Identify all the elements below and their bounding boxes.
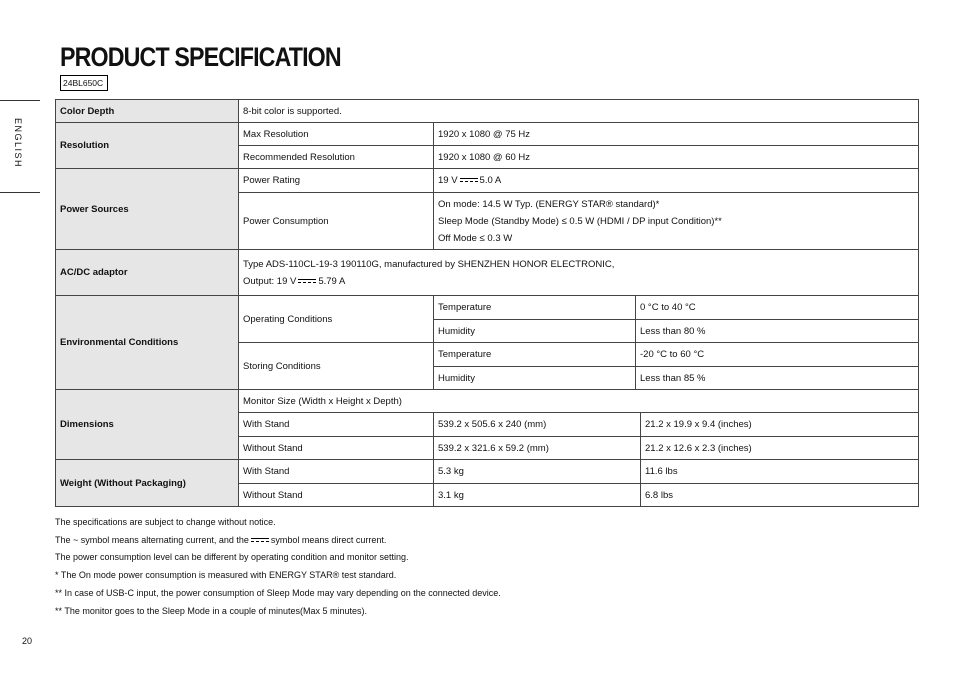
dc-symbol-icon [298, 278, 316, 284]
dim-with-stand-label: With Stand [239, 413, 434, 437]
row-adaptor [56, 250, 919, 296]
operating-temp-value: 0 °C to 40 °C [636, 296, 919, 320]
dim-with-stand-mm: 539.2 x 505.6 x 240 (mm) [434, 413, 641, 437]
adaptor-output-current: 5.79 A [318, 275, 346, 287]
language-label: ENGLISH [13, 118, 23, 169]
dimensions-header: Monitor Size (Width x Height x Depth) [239, 390, 919, 413]
power-consumption-value [434, 193, 919, 250]
operating-humidity-value: Less than 80 % [636, 320, 919, 343]
model-badge: 24BL650C [60, 75, 108, 91]
color-depth-value: 8-bit color is supported. [239, 100, 919, 123]
weight-with-stand-kg: 5.3 kg [434, 460, 641, 484]
storing-temp-value: -20 °C to 60 °C [636, 343, 919, 367]
note-usb-c: ** In case of USB-C input, the power consumption of Sleep Mode may vary depending on the connected device. [55, 587, 501, 598]
max-resolution-label: Max Resolution [239, 123, 434, 146]
environment-label: Environmental Conditions [56, 296, 239, 390]
max-resolution-value: 1920 x 1080 @ 75 Hz [434, 123, 919, 146]
adaptor-type: Type ADS-110CL-19-3 190110G, manufactured by SHENZHEN HONOR ELECTRONIC, [243, 258, 615, 270]
page-title: PRODUCT SPECIFICATION [60, 42, 341, 72]
power-rating-label: Power Rating [239, 169, 434, 193]
power-rating-voltage: 19 V [438, 175, 458, 186]
spec-table [55, 99, 919, 507]
consumption-off-mode: Off Mode ≤ 0.3 W [438, 232, 513, 244]
power-rating-current: 5.0 A [479, 175, 502, 186]
resolution-label: Resolution [56, 123, 239, 169]
weight-with-stand-lbs: 11.6 lbs [641, 460, 919, 484]
adaptor-output-voltage: Output: 19 V [243, 275, 297, 287]
rec-resolution-value: 1920 x 1080 @ 60 Hz [434, 146, 919, 169]
adaptor-label: AC/DC adaptor [56, 250, 239, 296]
page-number: 20 [22, 636, 33, 646]
side-divider-top [0, 100, 40, 101]
power-rating-value [434, 169, 919, 193]
note-symbols-suffix: symbol means direct current. [270, 534, 387, 545]
row-power-rating [56, 169, 919, 193]
consumption-sleep-mode: Sleep Mode (Standby Mode) ≤ 0.5 W (HDMI / DP input Condition)** [438, 215, 722, 227]
adaptor-output [243, 273, 914, 290]
adaptor-value [239, 250, 919, 296]
note-sleep-mode: ** The monitor goes to the Sleep Mode in a couple of minutes(Max 5 minutes). [55, 605, 367, 616]
dim-without-stand-in: 21.2 x 12.6 x 2.3 (inches) [641, 437, 919, 460]
storing-humidity-value: Less than 85 % [636, 367, 919, 390]
rec-resolution-label: Recommended Resolution [239, 146, 434, 169]
row-weight-with-stand [56, 460, 919, 484]
dim-without-stand-mm: 539.2 x 321.6 x 59.2 (mm) [434, 437, 641, 460]
weight-without-stand-lbs: 6.8 lbs [641, 484, 919, 507]
weight-without-stand-kg: 3.1 kg [434, 484, 641, 507]
dim-without-stand-label: Without Stand [239, 437, 434, 460]
row-max-resolution [56, 123, 919, 146]
note-power-level: The power consumption level can be different by operating condition and monitor setting. [55, 552, 409, 563]
storing-temp-label: Temperature [434, 343, 636, 367]
consumption-on-mode: On mode: 14.5 W Typ. (ENERGY STAR® standard)* [438, 198, 660, 210]
row-color-depth [56, 100, 919, 123]
dim-with-stand-in: 21.2 x 19.9 x 9.4 (inches) [641, 413, 919, 437]
operating-humidity-label: Humidity [434, 320, 636, 343]
operating-conditions-label: Operating Conditions [239, 296, 434, 343]
storing-humidity-label: Humidity [434, 367, 636, 390]
row-operating-temp [56, 296, 919, 320]
power-sources-label: Power Sources [56, 169, 239, 250]
operating-temp-label: Temperature [434, 296, 636, 320]
dimensions-label: Dimensions [56, 390, 239, 460]
weight-without-stand-label: Without Stand [239, 484, 434, 507]
color-depth-label: Color Depth [56, 100, 239, 123]
row-dimensions-header [56, 390, 919, 413]
power-consumption-label: Power Consumption [239, 193, 434, 250]
weight-with-stand-label: With Stand [239, 460, 434, 484]
note-symbols-prefix: The ~ symbol means alternating current, and the [55, 534, 249, 545]
dc-symbol-icon [251, 537, 269, 543]
dc-symbol-icon [460, 177, 478, 183]
note-energy-star: * The On mode power consumption is measured with ENERGY STAR® test standard. [55, 570, 397, 581]
storing-conditions-label: Storing Conditions [239, 343, 434, 390]
note-change: The specifications are subject to change without notice. [55, 517, 276, 527]
footnotes [55, 514, 501, 620]
note-symbols [55, 532, 501, 550]
side-divider-bottom [0, 192, 40, 193]
weight-label: Weight (Without Packaging) [56, 460, 239, 507]
